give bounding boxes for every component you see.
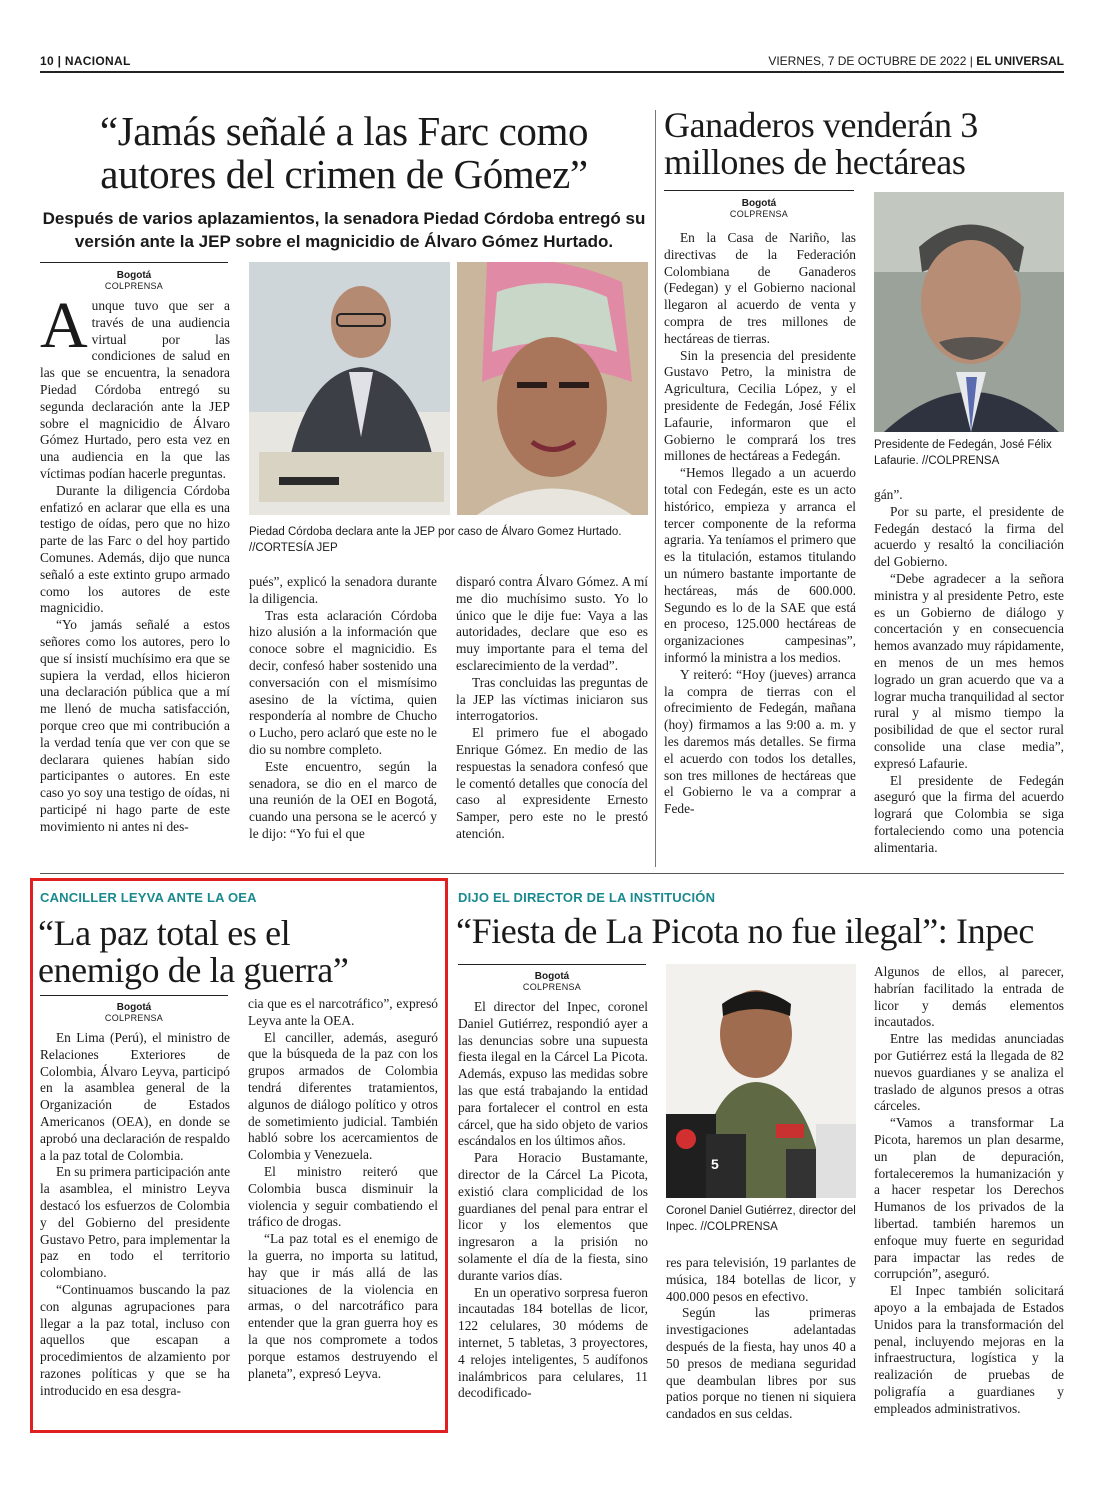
paragraph: El canciller, además, aseguró que la búsqueda de la paz con los grupos armados de Colombia tendrá diferentes tratamientos, algunos de diálogo político y otros de sometimiento judicial. También habló sobre los acercamientos de Colombia y Venezuela. (248, 1029, 438, 1163)
deck-line: Después de varios aplazamientos, la senadora Piedad Córdoba entregó su (42, 209, 646, 228)
article3-byline (40, 1002, 228, 1024)
article1-column3 (456, 574, 648, 868)
article1-column2 (249, 574, 437, 868)
byline-city: Bogotá (534, 971, 570, 982)
byline-rule (664, 190, 854, 191)
paragraph: Sin la presencia del presidente Gustavo Petro, la ministra de Agricultura, Cecilia López, y el presidente de Fedegán, José Félix Lafaurie, informaron que el Gobierno le comprará los tres millones de hectáreas a Fedegán. (664, 347, 856, 464)
paragraph: disparó contra Álvaro Gómez. A mí me dio muchísimo susto. Yo lo único que le dije fue: Vaya a las autoridades, declare que eso es muy importante para el tema del esclarecimiento de la verdad”. (456, 574, 648, 673)
paragraph: En Lima (Perú), el ministro de Relaciones Exteriores de Colombia, Álvaro Leyva, participó en la asamblea general de la Organización de Estados Americanos (OEA), en donde se aprobó una declaración de respaldo a la paz total de Colombia. (40, 1030, 230, 1163)
paragraph: “La paz total es el enemigo de la guerra, no importa su latitud, hay que ir más allá de las situaciones de la violencia en armas, o del narcotráfico para entender que la gran guerra hoy es la que nos compromete a todos porque estamos destruyendo el planeta”, expresó Leyva. (248, 1231, 438, 1381)
article1-headline (40, 110, 648, 195)
paper-name: EL UNIVERSAL (976, 54, 1064, 68)
byline-rule (40, 262, 228, 263)
svg-text:5: 5 (711, 1156, 719, 1172)
byline-agency: COLPRENSA (104, 281, 164, 291)
article2-headline (664, 107, 1064, 182)
headline-line: enemigo de la guerra” (38, 950, 349, 991)
paragraph: El ministro reiteró que Colombia busca disminuir la violencia y seguir combatiendo el tráfico de drogas. (248, 1163, 438, 1230)
article4-column1 (458, 999, 648, 1428)
section-label: 10 | NACIONAL (40, 54, 131, 68)
article2-column2 (874, 487, 1064, 868)
byline-city: Bogotá (116, 1002, 152, 1013)
paragraph: El director del Inpec, coronel Daniel Gutiérrez, respondió ayer a las denuncias sobre una supuesta fiesta ilegal en la Cárcel La Picota. Además, expuso las medidas sobre las que está trabajando la entidad para fortalecer el control en esta cárcel, que ha sido objeto de varios escándalos en los últimos años. (458, 999, 648, 1149)
article1-byline (40, 270, 228, 292)
paragraph: cia que es el narcotráfico”, expresó Leyva ante la OEA. (248, 996, 438, 1028)
article4-byline (458, 971, 646, 993)
paragraph: Tras esta aclaración Córdoba hizo alusión a la información que conoce sobre el magnicidio. Es decir, confesó haber sostenido una conversación con el mismísimo asesino de la víctima, quien respondería al nombre de Chucho o Lucho, pero aclaró que este no le dio su nombre completo. (249, 607, 437, 757)
headline-line: Ganaderos venderán 3 (664, 105, 978, 145)
paragraph: Entre las medidas anunciadas por Gutiérrez está la llegada de 82 nuevos guardianes y se analiza el traslado de algunos presos a otras cárceles. (874, 1031, 1064, 1114)
article2-column1 (664, 230, 856, 868)
headline-line: “Jamás señalé a las Farc como (99, 108, 589, 154)
paragraph: El Inpec también solicitará apoyo a la embajada de Estados Unidos para la transformación del penal, incluyendo mejoras en la infraestructura, logística y la realización de pruebas de poligrafía a guardianes y empleados administrativos. (874, 1283, 1064, 1416)
article1-column1 (40, 298, 230, 868)
page-header (40, 54, 1064, 70)
photo-jose-felix-lafaurie (874, 192, 1064, 432)
photo-piedad-cordoba-portrait (457, 262, 648, 515)
paragraph: Algunos de ellos, al parecer, habrían facilitado la entrada de licor y demás elementos incautados. (874, 964, 1064, 1030)
paragraph: Para Horacio Bustamante, director de la Cárcel La Picota, existió clara complicidad de los guardianes del penal para entrar el licor y los elementos que ingresaron a la prisión no solamente el día de la fiesta, sino durante varios días. (458, 1150, 648, 1283)
article3-column1 (40, 1030, 230, 1428)
issue-date: VIERNES, 7 DE OCTUBRE DE 2022 | (768, 54, 977, 68)
paragraph: pués”, explicó la senadora durante la diligencia. (249, 574, 437, 606)
photo-daniel-gutierrez (666, 964, 856, 1198)
deck-line: versión ante la JEP sobre el magnicidio de Álvaro Gómez Hurtado. (74, 232, 614, 251)
paragraph: “Vamos a transformar La Picota, haremos un plan desarme, un plan de depuración, fortaleceremos la humanización y a hacer respetar los Derechos Humanos de los privados de la libertad. también haremos un enfoque muy fuerte en seguridad para impactar las redes de corrupción”, aseguró. (874, 1115, 1064, 1282)
article1-deck (40, 207, 648, 253)
paragraph: Por su parte, el presidente de Fedegán destacó la firma del acuerdo y resaltó la conciliación del Gobierno. (874, 503, 1064, 570)
paragraph: gán”. (874, 487, 903, 502)
article4-kicker: DIJO EL DIRECTOR DE LA INSTITUCIÓN (458, 890, 716, 905)
paragraph: “Continuamos buscando la paz con algunas agrupaciones para llegar a la paz total, incluso con aquellos que escapan a procedimientos de alzamiento por razones políticas y que se ha introducido en esa desgra- (40, 1281, 230, 1398)
paragraph: El presidente de Fedegán aseguró que la firma del acuerdo logrará que Colombia se siga fortaleciendo como una potencia alimentaria. (874, 772, 1064, 855)
paragraph: En su primera participación ante la asamblea, el ministro Leyva destacó los esfuerzos de Colombia y del Gobierno del presidente Gustavo Petro, para implementar la paz en todo el territorio colombiano. (40, 1164, 230, 1281)
paragraph: Este encuentro, según la senadora, se dio en el marco de una reunión de la OEI en Bogotá, cuando una persona se le acercó y le dijo: “Yo fui el que (249, 758, 437, 841)
headline-line: millones de hectáreas (664, 142, 966, 183)
article3-headline (38, 915, 443, 990)
photo-piedad-cordoba-hearing (249, 262, 450, 515)
byline-city: Bogotá (741, 198, 777, 209)
article2-byline (664, 198, 854, 220)
paragraph: unque tuvo que ser a través de una audiencia virtual por las condiciones de salud en las que se encuentra, la senadora Piedad Córdoba entregó su segunda declaración ante la JEP sobre el magnicidio de Álvaro Gómez Hurtado, pero esta vez en una audiencia en la que las víctimas podían hacerle preguntas. (40, 298, 230, 481)
article4-photo-caption: Coronel Daniel Gutiérrez, director del Inpec. //COLPRENSA (666, 1205, 856, 1233)
paragraph: “Debe agradecer a la señora ministra y al presidente Petro, este es un Gobierno de diálogo y concertación y en consecuencia hemos avanzado muy rápidamente, en menos de un mes hemos logrado un gran acuerdo que va a lograr mucha tranquilidad al sector rural y al mismo tiempo la posibilidad de que el sector rural consolide una clase media”, expresó Lafaurie. (874, 570, 1064, 771)
article3-column2 (248, 996, 438, 1428)
article4-headline: “Fiesta de La Picota no fue ilegal”: Inpec (456, 911, 1034, 951)
paragraph: “Hemos llegado a un acuerdo total con Fedegán, este es un acto histórico, empieza y arranca el tercer componente de la reforma agraria. Ya teníamos el primero que es la titulación, estamos titulando un número bastante importante de hectáreas, más de 600.000. Segundo es lo de la SAE que está en proceso, 125.000 hectáreas de organizaciones campesinas”, informó la ministra a los medios. (664, 465, 856, 665)
paragraph: En la Casa de Nariño, las directivas de la Federación Colombiana de Ganaderos (Fedegan) y el Gobierno nacional llegaron al acuerdo de venta y compra de tres millones de hectáreas de tierras. (664, 230, 856, 346)
byline-agency: COLPRENSA (522, 982, 582, 992)
article4-column2 (666, 1255, 856, 1428)
header-rule (40, 71, 1064, 73)
paragraph: Y reiteró: “Hoy (jueves) arranca la compra de tierras con el ofrecimiento de Fedegán, mañana (hoy) firmamos a las 9:00 a. m. y les daremos más detalles. Se firma el acuerdo con todos los detalles, son tres millones de hectáreas que el Gobierno le va a comprar a Fede- (664, 666, 856, 817)
article3-kicker: CANCILLER LEYVA ANTE LA OEA (40, 890, 257, 905)
article2-photo-caption: Presidente de Fedegán, José Félix Lafaurie. //COLPRENSA (874, 439, 1052, 467)
section-rule (40, 873, 1064, 874)
byline-agency: COLPRENSA (729, 209, 789, 219)
paragraph: res para televisión, 19 parlantes de música, 184 botellas de licor, y 400.000 pesos en efectivo. (666, 1255, 856, 1304)
drop-cap: A (40, 298, 88, 362)
date-and-paper (768, 54, 1064, 68)
article4-column3 (874, 964, 1064, 1428)
byline-rule (458, 964, 646, 965)
paragraph: En un operativo sorpresa fueron incautadas 184 botellas de licor, 122 celulares, 30 módems de internet, 5 tabletas, 3 proyectores, 4 relojes inteligentes, 5 audífonos inalámbricos para celulares, 11 decodificado- (458, 1284, 648, 1401)
column-divider (655, 110, 656, 867)
article1-photo-caption: Piedad Córdoba declara ante la JEP por caso de Álvaro Gomez Hurtado. //CORTESÍA JEP (249, 526, 622, 554)
paragraph: Durante la diligencia Córdoba enfatizó en aclarar que ella es una testigo de oídas, pero que no hizo parte de las Farc o del hoy partido Comunes. Además, dijo que nunca señaló a este extinto grupo armado como los autores de este magnicidio. (40, 482, 230, 616)
paragraph: “Yo jamás señalé a estos señores como los autores, pero lo que sí insistí muchísimo era que se supiera la verdad, ellos hicieron una declaración pública que a mí me llenó de mucha satisfacción, porque creo que mi contribución a la verdad tenía que ver con que se declarara quienes habían sido participantes o autores. En este caso yo soy una testigo de oídas, ni participé ni hago parte de este movimiento ni antes ni des- (40, 617, 230, 834)
byline-agency: COLPRENSA (104, 1013, 164, 1023)
paragraph: Según las primeras investigaciones adelantadas después de la fiesta, hay unos 40 a 50 presos de mediana seguridad que deambulan libres por sus patios porque no tienen ni siquiera candados en sus celdas. (666, 1305, 856, 1422)
byline-rule (40, 995, 228, 996)
headline-line: autores del crimen de Gómez” (100, 150, 588, 197)
headline-line: “La paz total es el (38, 913, 291, 953)
paragraph: El primero fue el abogado Enrique Gómez. En medio de las respuestas la senadora confesó que le comentó detalles que conocía del caso al expresidente Ernesto Samper, pero este no le prestó atención. (456, 725, 648, 841)
paragraph: Tras concluidas las preguntas de la JEP las víctimas iniciaron sus interrogatorios. (456, 674, 648, 724)
byline-city: Bogotá (116, 270, 152, 281)
